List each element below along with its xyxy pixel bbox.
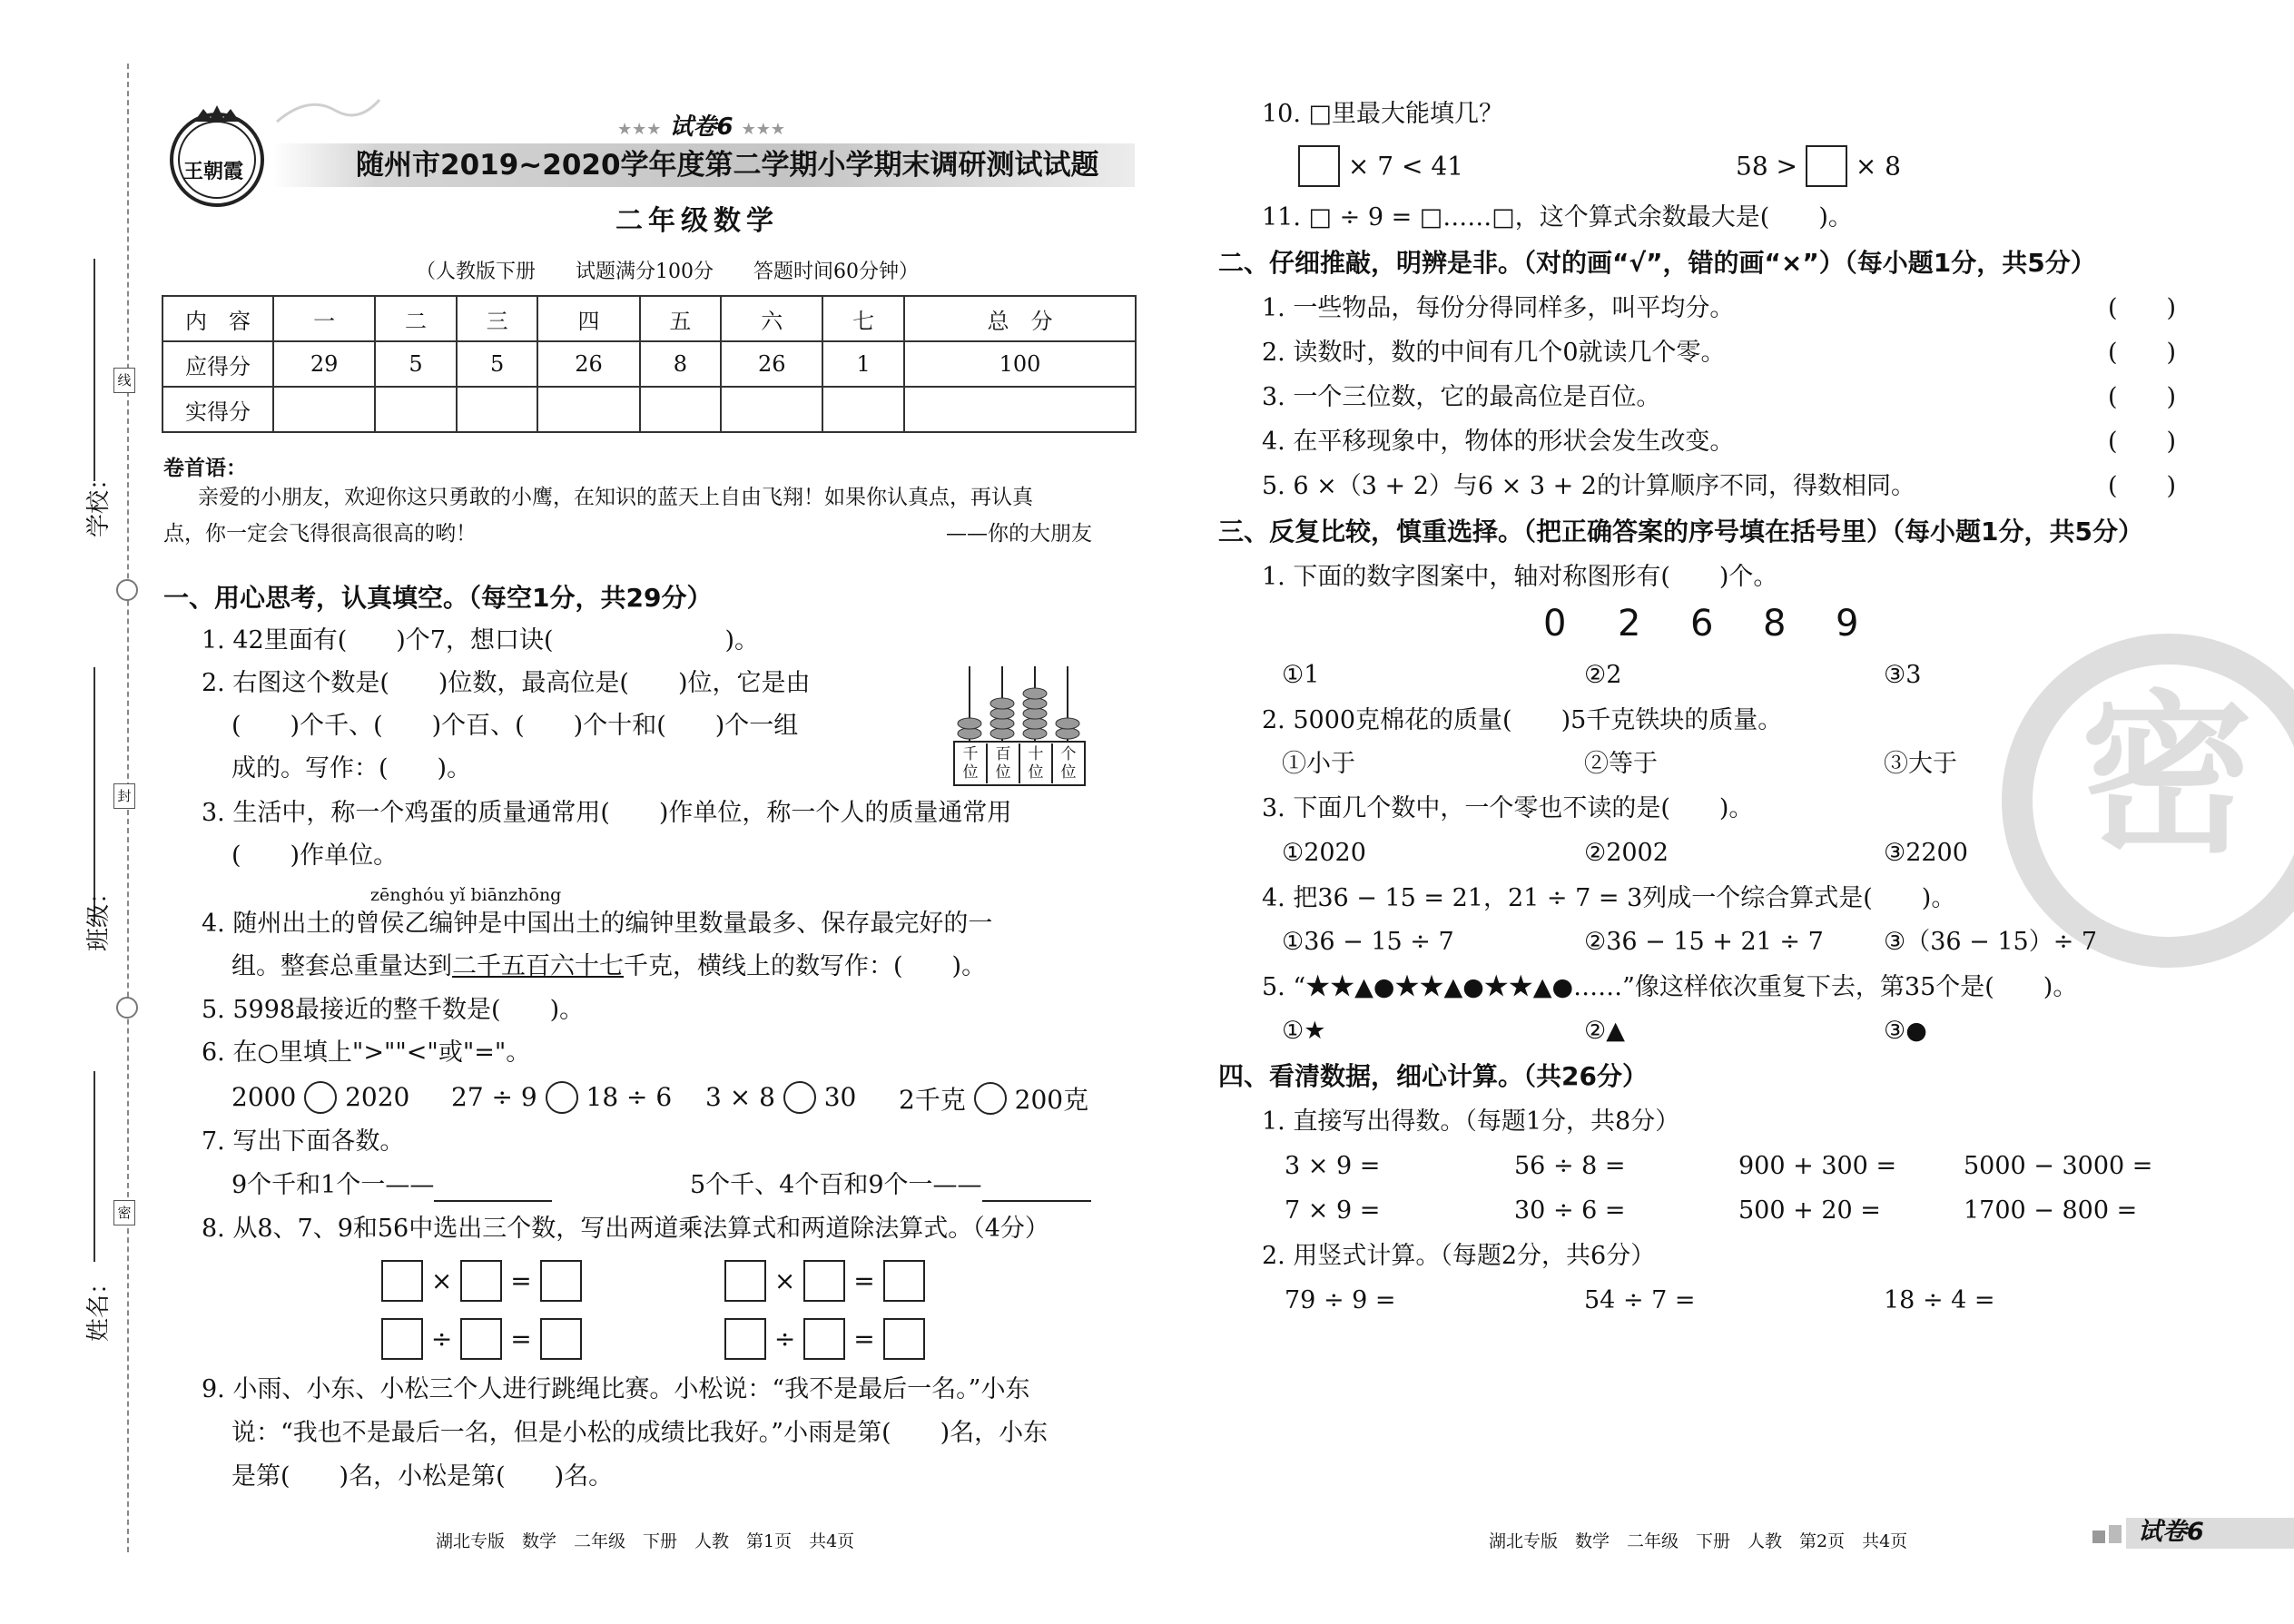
actual-score-cell[interactable] [375, 387, 457, 432]
answer-box[interactable] [803, 1260, 845, 1302]
answer-box[interactable] [1806, 145, 1847, 187]
name-label: 姓名： [85, 1270, 113, 1342]
binding-hole-1 [116, 579, 138, 601]
score-cell: 26 [721, 341, 822, 387]
answer-box[interactable] [724, 1260, 766, 1302]
section4-title: 四、看清数据，细心计算。（共26分） [1218, 1061, 1648, 1091]
q10b-suffix: × 8 [1855, 151, 1901, 182]
compare-circle[interactable] [783, 1081, 816, 1114]
calc-item: 30 ÷ 6 = [1514, 1196, 1626, 1225]
score-cell: 100 [904, 341, 1136, 387]
op-divide: ÷ [773, 1324, 796, 1354]
header-cell: 五 [640, 296, 722, 341]
score-cell: 1 [822, 341, 904, 387]
op-divide: ÷ [430, 1324, 453, 1354]
op-equals: = [510, 1324, 532, 1354]
digit: 9 [1836, 603, 1859, 645]
q6-right: 200克 [1014, 1085, 1089, 1115]
s3-q4: 4. 把36 − 15 = 21，21 ÷ 7 = 3列成一个综合算式是( )。 [1262, 884, 1956, 912]
s1-q2-line2: ( )个千、( )个百、( )个十和( )个一组 [231, 712, 799, 740]
q10-item-b [1736, 145, 1901, 187]
answer-bracket[interactable]: ( ) [2108, 294, 2177, 322]
actual-score-cell[interactable] [273, 387, 375, 432]
actual-score-cell[interactable] [537, 387, 639, 432]
s1-q3-line1: 3. 生活中，称一个鸡蛋的质量通常用( )作单位，称一个人的质量通常用 [202, 799, 1012, 827]
paper-title: 随州市2019~2020学年度第二学期小学期末调研测试试题 [356, 149, 1099, 182]
answer-box[interactable] [803, 1318, 845, 1360]
section2-title: 二、仔细推敲，明辨是非。（对的画“√”，错的画“×”）（每小题1分，共5分） [1218, 248, 2096, 278]
calc-item: 5000 − 3000 = [1964, 1152, 2153, 1180]
tag-stars-right: ★★★ [741, 120, 786, 139]
header-cell: 总 分 [904, 296, 1136, 341]
op-equals: = [853, 1265, 875, 1296]
score-cell: 26 [537, 341, 639, 387]
s2-item: 3. 一个三位数，它的最高位是百位。 [1262, 383, 1661, 411]
answer-blank[interactable] [434, 1176, 552, 1202]
op-times: × [430, 1265, 453, 1296]
compare-circle[interactable] [974, 1082, 1007, 1115]
s1-q4-prefix: 组。整套总重量达到 [231, 952, 452, 980]
s1-q6-item [231, 1080, 409, 1114]
q10a-text: × 7 < 41 [1347, 151, 1463, 182]
ribbon-decoration [272, 94, 381, 131]
s2-item: 1. 一些物品，每份分得同样多，叫平均分。 [1262, 294, 1735, 322]
s3-q3-opt[interactable]: ②2002 [1584, 839, 1669, 867]
section1-title: 一、用心思考，认真填空。（每空1分，共29分） [163, 583, 713, 613]
class-label: 班级： [85, 880, 113, 951]
header-cell: 六 [721, 296, 822, 341]
compare-circle[interactable] [546, 1081, 578, 1114]
s3-q1-opt[interactable]: ②2 [1584, 661, 1622, 689]
abacus-label: 百位 [988, 743, 1020, 783]
preface-line1: 亲爱的小朋友，欢迎你这只勇敢的小鹰，在知识的蓝天上自由飞翔！如果你认真点，再认真 [198, 486, 1033, 509]
s3-q3-opt[interactable]: ①2020 [1282, 839, 1366, 867]
calc-item: 900 + 300 = [1738, 1152, 1897, 1180]
footer-square-icon [2109, 1525, 2122, 1543]
division-blank-1 [381, 1318, 582, 1360]
s3-q5: 5. “★★▲●★★▲●★★▲●……”像这样依次重复下去，第35个是( )。 [1262, 973, 2078, 1001]
paper-tag [617, 111, 785, 146]
s1-q2-line1: 2. 右图这个数是( )位数，最高位是( )位，它是由 [202, 669, 811, 697]
abacus-place-labels [953, 741, 1086, 786]
s1-q4-line1: 4. 随州出土的曾侯乙编钟是中国出土的编钟里数量最多、保存最完好的一 [202, 910, 993, 938]
answer-bracket[interactable]: ( ) [2108, 472, 2177, 500]
score-cell: 29 [273, 341, 375, 387]
division-blank-2 [724, 1318, 925, 1360]
answer-box[interactable] [724, 1318, 766, 1360]
score-cell: 8 [640, 341, 722, 387]
s3-q3: 3. 下面几个数中，一个零也不读的是( )。 [1262, 794, 1754, 822]
q10: 10. □里最大能填几？ [1262, 100, 1504, 128]
answer-box[interactable] [460, 1318, 502, 1360]
preface-title: 卷首语： [163, 457, 247, 480]
s1-q4-pinyin: zēnghóu yǐ biānzhōng [370, 885, 562, 905]
header-cell: 四 [537, 296, 639, 341]
q6-right: 30 [823, 1082, 857, 1112]
answer-box[interactable] [540, 1318, 582, 1360]
answer-blank[interactable] [982, 1176, 1091, 1202]
footer-left: 湖北专版 数学 二年级 下册 人教 第1页 共4页 [436, 1531, 855, 1551]
tag-stars-left: ★★★ [617, 120, 662, 139]
q6-left: 27 ÷ 9 [451, 1082, 537, 1112]
q10b-prefix: 58 > [1736, 151, 1797, 182]
s2-item: 5. 6 ×（3 + 2）与6 × 3 + 2的计算顺序不同，得数相同。 [1262, 472, 1915, 500]
multiplication-blank-2 [724, 1260, 925, 1302]
s1-q6: 6. 在○里填上">""<"或"="。 [202, 1038, 531, 1067]
s1-q9-line1: 9. 小雨、小东、小松三个人进行跳绳比赛。小松说：“我不是最后一名。”小东 [202, 1375, 1030, 1403]
s1-q7b [690, 1169, 1091, 1202]
answer-box[interactable] [381, 1260, 423, 1302]
s3-q1-opt[interactable]: ①1 [1282, 661, 1320, 689]
header-cell: 三 [457, 296, 538, 341]
s3-q4-opt[interactable]: ③（36 − 15）÷ 7 [1884, 928, 2098, 956]
seal-tag-seal: 封 [113, 783, 135, 809]
q6-left: 3 × 8 [705, 1082, 775, 1112]
abacus-label: 千位 [955, 743, 988, 783]
school-blank-line[interactable] [94, 259, 95, 481]
s3-q5-opt[interactable]: ②▲ [1584, 1017, 1625, 1045]
calc-item: 7 × 9 = [1285, 1196, 1381, 1225]
seal-tag-secret: 密 [113, 1200, 135, 1225]
score-table-row-expected [162, 341, 1136, 387]
s1-q6-item [705, 1080, 856, 1114]
q11: 11. □ ÷ 9 = □……□，这个算式余数最大是( )。 [1262, 203, 1853, 231]
s3-q4-opt[interactable]: ①36 − 15 ÷ 7 [1282, 928, 1454, 956]
s3-q5-opt[interactable]: ③● [1884, 1017, 1927, 1045]
abacus-figure [951, 661, 1084, 784]
s3-q1: 1. 下面的数字图案中，轴对称图形有( )个。 [1262, 563, 1778, 591]
s1-q9-line2: 说：“我也不是最后一名，但是小松的成绩比我好。”小雨是第( )名，小东 [231, 1419, 1049, 1447]
answer-box[interactable] [460, 1260, 502, 1302]
score-cell: 5 [375, 341, 457, 387]
actual-score-cell[interactable] [457, 387, 538, 432]
row-label: 应得分 [162, 341, 273, 387]
footer-square-icon [2092, 1530, 2105, 1543]
answer-box[interactable] [1298, 145, 1340, 187]
footer-right: 湖北专版 数学 二年级 下册 人教 第2页 共4页 [1489, 1531, 1908, 1551]
s2-item: 4. 在平移现象中，物体的形状会发生改变。 [1262, 428, 1735, 456]
s3-q5-opt[interactable]: ①★ [1282, 1017, 1326, 1045]
paper-info: （人教版下册 试题满分100分 答题时间60分钟） [416, 261, 919, 283]
score-cell: 5 [457, 341, 538, 387]
s1-q6-item [451, 1080, 672, 1114]
s1-q7a [231, 1169, 552, 1202]
s3-q1-opt[interactable]: ③3 [1884, 661, 1922, 689]
s1-q5: 5. 5998最接近的整千数是( )。 [202, 996, 585, 1024]
q7b-text: 5个千、4个百和9个一—— [690, 1171, 982, 1199]
header-cell: 内 容 [162, 296, 273, 341]
q6-left: 2000 [231, 1082, 297, 1112]
s3-q2: 2. 5000克棉花的质量( )5千克铁块的质量。 [1262, 706, 1783, 734]
digit: 2 [1618, 603, 1641, 645]
footer-paper-tag: 试卷6 [2138, 1518, 2204, 1546]
op-equals: = [853, 1324, 875, 1354]
s1-q7: 7. 写出下面各数。 [202, 1127, 405, 1156]
q6-left: 2千克 [899, 1085, 966, 1115]
s1-q6-item [899, 1080, 1088, 1117]
calc-item: 3 × 9 = [1285, 1152, 1381, 1180]
school-label: 学校： [85, 466, 113, 537]
q6-right: 2020 [345, 1082, 410, 1112]
q7a-text: 9个千和1个一—— [231, 1171, 435, 1199]
vertical-calc-item: 79 ÷ 9 = [1285, 1286, 1396, 1314]
actual-score-cell[interactable] [640, 387, 722, 432]
calc-item: 1700 − 800 = [1964, 1196, 2138, 1225]
paper-tag-text: 试卷6 [669, 113, 733, 141]
s3-q4-opt[interactable]: ②36 − 15 + 21 ÷ 7 [1584, 928, 1824, 956]
s3-q2-opt[interactable]: ①小于 [1282, 750, 1355, 778]
answer-bracket[interactable]: ( ) [2108, 339, 2177, 367]
s1-q4-line2 [231, 950, 986, 983]
digit: 6 [1690, 603, 1714, 645]
s3-q2-opt[interactable]: ③大于 [1884, 750, 1957, 778]
q6-right: 18 ÷ 6 [586, 1082, 673, 1112]
s1-q8: 8. 从8、7、9和56中选出三个数，写出两道乘法算式和两道除法算式。（4分） [202, 1215, 1049, 1243]
header-cell: 七 [822, 296, 904, 341]
op-times: × [773, 1265, 796, 1296]
compare-circle[interactable] [304, 1081, 337, 1114]
score-table-row-actual [162, 387, 1136, 432]
paper-subject: 二年级数学 [615, 205, 779, 237]
vertical-calc-item: 18 ÷ 4 = [1884, 1286, 1995, 1314]
s1-q1: 1. 42里面有( )个7，想口诀( )。 [202, 626, 760, 655]
score-table-header [162, 296, 1136, 341]
s2-item: 2. 读数时，数的中间有几个0就读几个零。 [1262, 339, 1726, 367]
s4-q1: 1. 直接写出得数。（每题1分，共8分） [1262, 1107, 1680, 1136]
answer-box[interactable] [883, 1318, 925, 1360]
answer-box[interactable] [883, 1260, 925, 1302]
s1-q3-line2: ( )作单位。 [231, 842, 399, 870]
preface-signature: ——你的大朋友 [946, 522, 1092, 546]
header-cell: 二 [375, 296, 457, 341]
op-equals: = [510, 1265, 532, 1296]
answer-bracket[interactable]: ( ) [2108, 383, 2177, 411]
abacus-label: 个位 [1060, 745, 1077, 782]
section3-title: 三、反复比较，慎重选择。（把正确答案的序号填在括号里）（每小题1分，共5分） [1218, 517, 2143, 546]
header-cell: 一 [273, 296, 375, 341]
score-table [162, 295, 1137, 433]
s1-q2-line3: 成的。写作：( )。 [231, 754, 472, 782]
answer-bracket[interactable]: ( ) [2108, 428, 2177, 456]
answer-box[interactable] [381, 1318, 423, 1360]
multiplication-blank-1 [381, 1260, 582, 1302]
seal-tag-line: 线 [113, 368, 135, 393]
s3-q3-opt[interactable]: ③2200 [1884, 839, 1968, 867]
name-blank-line[interactable] [94, 1071, 95, 1262]
s1-q4-underlined: 二千五百六十七 [452, 952, 624, 980]
calc-item: 500 + 20 = [1738, 1196, 1881, 1225]
s1-q9-line3: 是第( )名，小松是第( )名。 [231, 1462, 614, 1491]
s3-q2-opt[interactable]: ②等于 [1584, 750, 1658, 778]
logo-text: 王朝霞 [183, 161, 244, 183]
answer-box[interactable] [540, 1260, 582, 1302]
vertical-calc-item: 54 ÷ 7 = [1584, 1286, 1696, 1314]
actual-score-cell[interactable] [822, 387, 904, 432]
watermark-char: 密 [2081, 675, 2254, 876]
digit: 0 [1543, 603, 1567, 645]
row-label: 实得分 [162, 387, 273, 432]
binding-hole-2 [116, 997, 138, 1019]
s1-q4-suffix: 千克，横线上的数写作：( )。 [624, 952, 987, 980]
s4-q2: 2. 用竖式计算。（每题2分，共6分） [1262, 1242, 1656, 1270]
actual-score-cell[interactable] [721, 387, 822, 432]
abacus-label: 十位 [1020, 743, 1053, 783]
preface-line2: 点，你一定会飞得很高很高的哟！ [163, 522, 477, 546]
brand-logo [163, 102, 271, 209]
digit: 8 [1763, 603, 1787, 645]
calc-item: 56 ÷ 8 = [1514, 1152, 1626, 1180]
q10-item-a [1298, 145, 1463, 187]
actual-score-cell[interactable] [904, 387, 1136, 432]
